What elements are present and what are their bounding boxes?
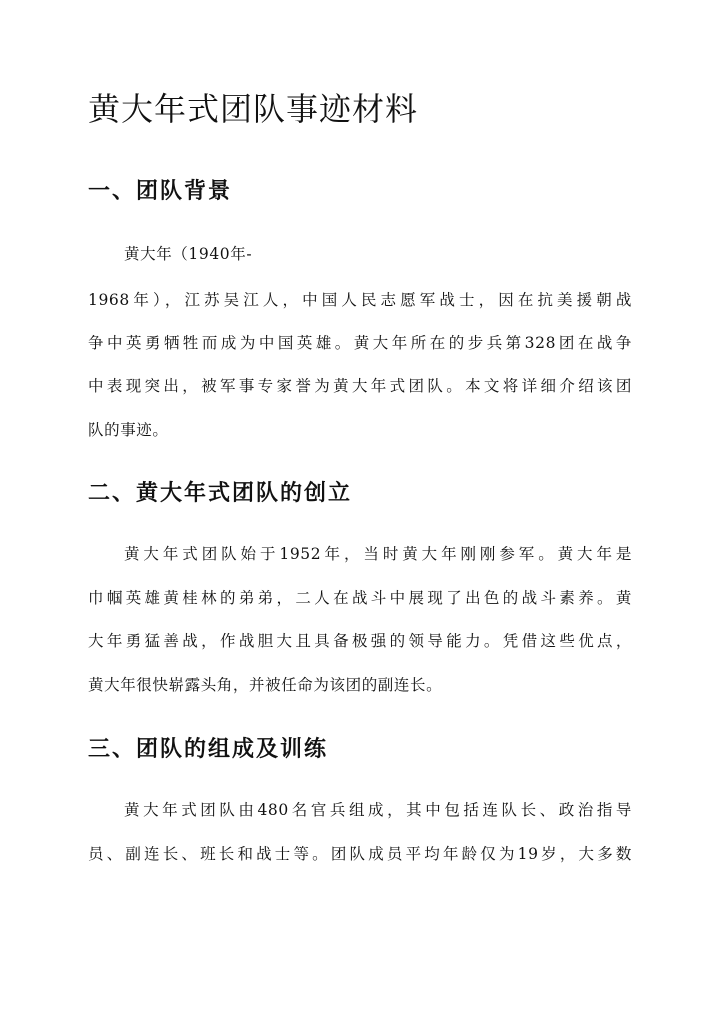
paragraph-line: 巾帼英雄黄桂林的弟弟，二人在战斗中展现了出色的战斗素养。黄 [88, 589, 632, 607]
section-heading-background: 一、团队背景 [88, 178, 233, 204]
paragraph-line: 员、副连长、班长和战士等。团队成员平均年龄仅为19岁，大多数 [88, 845, 632, 863]
paragraph-line: 队的事迹。 [88, 421, 169, 439]
section-heading-composition: 三、团队的组成及训练 [88, 736, 329, 762]
paragraph-line: 黄大年很快崭露头角，并被任命为该团的副连长。 [88, 676, 443, 694]
section-heading-founding: 二、黄大年式团队的创立 [88, 480, 353, 506]
paragraph-line: 大年勇猛善战，作战胆大且具备极强的领导能力。凭借这些优点， [88, 632, 632, 650]
paragraph-line: 黄大年式团队始于1952年，当时黄大年刚刚参军。黄大年是 [124, 545, 632, 563]
paragraph-line: 黄大年（1940年- [124, 245, 253, 263]
paragraph-line: 黄大年式团队由480名官兵组成，其中包括连队长、政治指导 [124, 801, 632, 819]
paragraph-line: 争中英勇牺牲而成为中国英雄。黄大年所在的步兵第328团在战争 [88, 334, 632, 352]
paragraph-line: 中表现突出，被军事专家誉为黄大年式团队。本文将详细介绍该团 [88, 377, 632, 395]
paragraph-line: 1968年），江苏吴江人，中国人民志愿军战士，因在抗美援朝战 [88, 291, 632, 309]
document-title: 黄大年式团队事迹材料 [88, 90, 419, 128]
